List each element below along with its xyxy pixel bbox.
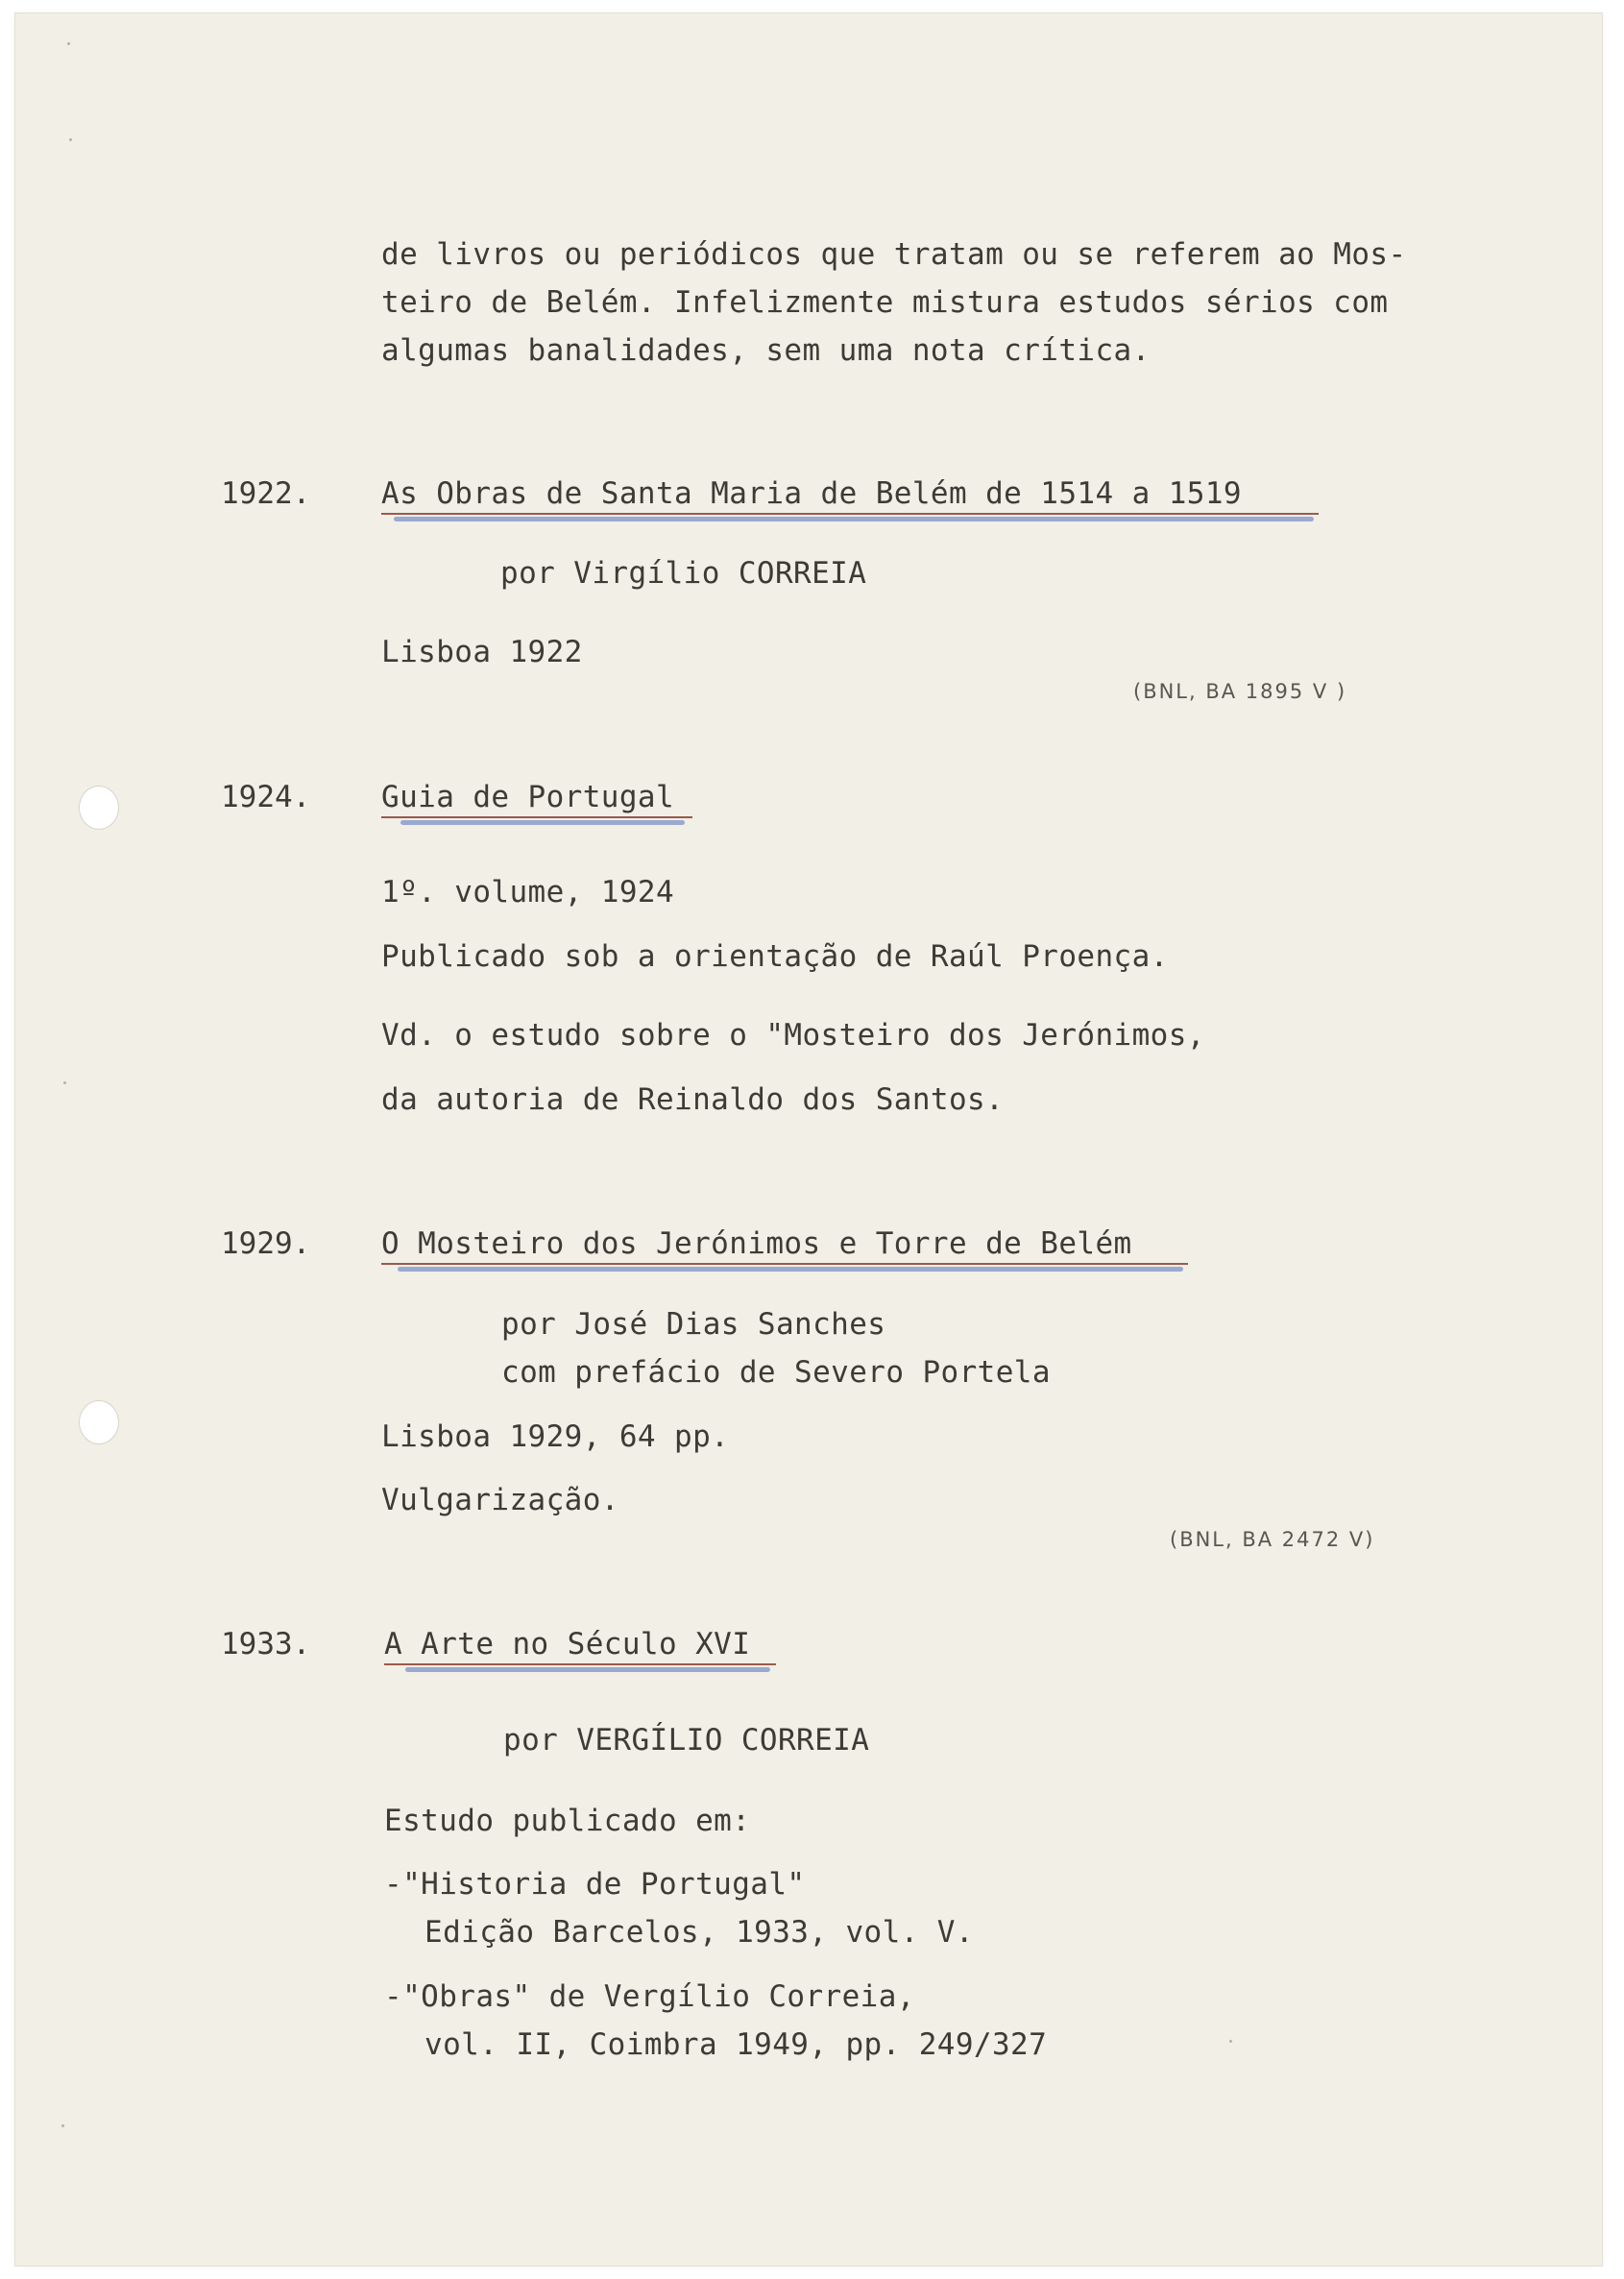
entry-1922-place: Lisboa 1922 — [381, 635, 583, 669]
entry-1933-pub1-line-2: Edição Barcelos, 1933, vol. V. — [424, 1915, 974, 1950]
entry-1924-edition: 1º. volume, 1924 — [381, 875, 675, 909]
entry-1933-title: A Arte no Século XVI — [384, 1627, 751, 1661]
entry-1929-kind: Vulgarização. — [381, 1483, 619, 1517]
entry-1933-title-underline — [384, 1663, 776, 1665]
entry-1929-title-underline — [381, 1263, 1188, 1265]
entry-1929-place: Lisboa 1929, 64 pp. — [381, 1419, 730, 1454]
entry-1924-title-highlight — [400, 820, 685, 825]
entry-1929-preface: com prefácio de Severo Portela — [501, 1355, 1051, 1390]
paper-speck — [67, 42, 70, 45]
entry-1929-title: O Mosteiro dos Jerónimos e Torre de Belém — [381, 1226, 1132, 1261]
entry-1924-title: Guia de Portugal — [381, 780, 675, 814]
entry-1929-author: por José Dias Sanches — [501, 1307, 886, 1342]
intro-line-1: de livros ou periódicos que tratam ou se referem ao Mos- — [381, 237, 1407, 272]
entry-1929-year: 1929. — [221, 1226, 311, 1261]
entry-1933-year: 1933. — [221, 1627, 311, 1661]
entry-1922-title-underline — [381, 513, 1319, 515]
entry-1922-title: As Obras de Santa Maria de Belém de 1514 a 1519 — [381, 476, 1242, 511]
entry-1933-author: por VERGÍLIO CORREIA — [503, 1723, 870, 1758]
punch-hole-top — [79, 786, 119, 830]
entry-1929-title-highlight — [398, 1267, 1183, 1272]
entry-1933-published-in: Estudo publicado em: — [384, 1804, 751, 1838]
entry-1924-reference-line-2: da autoria de Reinaldo dos Santos. — [381, 1082, 1005, 1117]
entry-1933-pub1-line-1: -"Historia de Portugal" — [384, 1867, 806, 1902]
entry-1933-pub2-line-2: vol. II, Coimbra 1949, pp. 249/327 — [424, 2027, 1048, 2062]
entry-1922-library-note: (BNL, BA 1895 V ) — [1133, 680, 1347, 703]
entry-1933-title-highlight — [405, 1667, 770, 1672]
intro-line-3: algumas banalidades, sem uma nota crítica. — [381, 333, 1151, 368]
document-page — [15, 13, 1602, 2266]
entry-1933-pub2-line-1: -"Obras" de Vergílio Correia, — [384, 1979, 915, 2014]
entry-1922-year: 1922. — [221, 476, 311, 511]
entry-1922-author: por Virgílio CORREIA — [500, 556, 867, 591]
entry-1929-library-note: (BNL, BA 2472 V) — [1170, 1528, 1375, 1551]
entry-1922-title-highlight — [394, 517, 1314, 521]
entry-1924-published: Publicado sob a orientação de Raúl Proença. — [381, 939, 1169, 974]
entry-1924-title-underline — [381, 816, 692, 818]
punch-hole-bottom — [79, 1400, 119, 1444]
paper-speck — [61, 2124, 64, 2127]
entry-1924-reference-line-1: Vd. o estudo sobre o "Mosteiro dos Jerónimos, — [381, 1018, 1205, 1053]
entry-1924-year: 1924. — [221, 780, 311, 814]
intro-line-2: teiro de Belém. Infelizmente mistura estudos sérios com — [381, 285, 1389, 320]
paper-speck — [1229, 2040, 1232, 2043]
paper-speck — [63, 1081, 66, 1084]
paper-speck — [69, 138, 72, 141]
